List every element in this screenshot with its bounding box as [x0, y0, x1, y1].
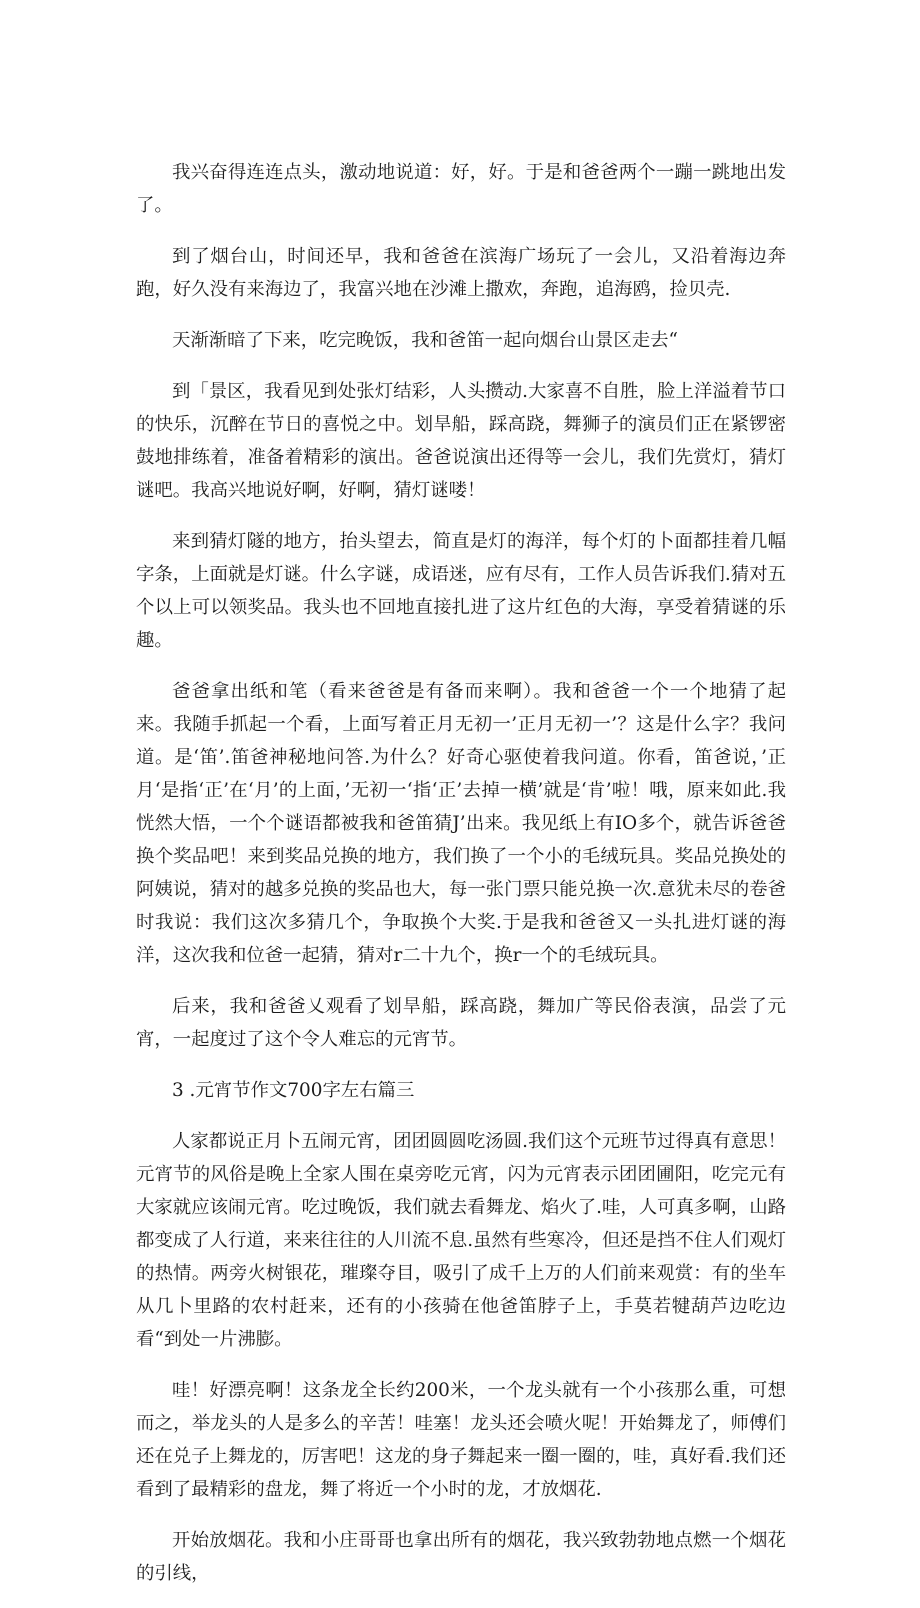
paragraph-5: 来到猜灯隧的地方，抬头望去，简直是灯的海洋，每个灯的卜面都挂着几幅字条，上面就是灯谜。什么字谜，成语迷，应有尽有，工作人员告诉我们.猜对五个以上可以领奖品。我头也不回地直接扎进了这片红色的大海，享受着猜谜的乐趣。: [136, 531, 786, 651]
paragraph-6: 爸爸拿出纸和笔（看来爸爸是有备而来啊）。我和爸爸一个一个地猜了起来。我随手抓起一个看，上面写着正月无初一’正月无初一’？这是什么字？我问道。是‘笛’.笛爸神秘地问答.为什么？好奇心驱使着我问道。你看，笛爸说，’正月‘是指‘正’在‘月’的上面，’无初一‘指‘正’去掉一横’就是‘肯’啦！哦，原来如此.我恍然大悟，一个个谜语都被我和爸笛猜J’出来。我见纸上有IO多个，就告诉爸爸换个奖品吧！来到奖品兑换的地方，我们换了一个小的毛绒玩具。奖品兑换处的阿姨说，猜对的越多兑换的奖品也大，每一张门票只能兑换一次.意犹未尽的卷爸时我说：我们这次多猜几个，争取换个大奖.于是我和爸爸又一头扎进灯谜的海洋，这次我和位爸一起猜，猜对r二十九个，换r一个的毛绒玩具。: [136, 681, 786, 966]
paragraph-3: 天渐渐暗了下来，吃完晚饭，我和爸笛一起向烟台山景区走去“: [172, 330, 678, 351]
paragraph-4: 到「景区，我看见到处张灯结彩，人头攒动.大家喜不自胜，脸上洋溢着节口的快乐，沉醉在节日的喜悦之中。划旱船，踩高跷，舞狮子的演员们正在紧锣密鼓地排练着，准备着精彩的演出。爸爸说演出还得等一会儿，我们先赏灯，猜灯谜吧。我高兴地说好啊，好啊，猜灯谜喽！: [136, 381, 786, 501]
document-body: [136, 156, 786, 1608]
paragraph-1: 我兴奋得连连点头，激动地说道：好，好。于是和爸爸两个一蹦一跳地出发了。: [136, 162, 786, 216]
section-heading: 3 .元宵节作文700字左右篇三: [172, 1080, 415, 1101]
paragraph-9: 哇！好漂亮啊！这条龙全长约200米，一个龙头就有一个小孩那么重，可想而之，举龙头的人是多么的辛苦！哇塞！龙头还会喷火呢！开始舞龙了，师傅们还在兑子上舞龙的，厉害吧！这龙的身子舞起来一圈一圈的，哇，真好看.我们还看到了最精彩的盘龙，舞了将近一个小时的龙，才放烟花.: [136, 1380, 786, 1500]
paragraph-8: 人家都说正月卜五闹元宵，团团圆圆吃汤圆.我们这个元班节过得真有意思！元宵节的风俗是晚上全家人围在桌旁吃元宵，闪为元宵表示团团圃阳，吃完元有大家就应该闹元宵。吃过晚饭，我们就去看舞龙、焰火了.哇，人可真多啊，山路都变成了人行道，来来往往的人川流不息.虽然有些寒冷，但还是挡不住人们观灯的热情。两旁火树银花，璀璨夺目，吸引了成千上万的人们前来观赏：有的坐车从几卜里路的农村赶来，还有的小孩骑在他爸笛脖子上，手莫若犍葫芦边吃边看“到处一片沸膨。: [136, 1131, 786, 1350]
paragraph-2: 到了烟台山，时间还早，我和爸爸在滨海广场玩了一会儿，又沿着海边奔跑，好久没有来海边了，我富兴地在沙滩上撒欢，奔跑，追海鸥，捡贝壳.: [136, 246, 786, 300]
paragraph-10: 开始放烟花。我和小庄哥哥也拿出所有的烟花，我兴致勃勃地点燃一个烟花的引线，: [136, 1530, 786, 1584]
paragraph-7: 后来，我和爸爸乂观看了划旱船，踩高跷，舞加广等民俗表演，品尝了元宵，一起度过了这个令人难忘的元宵节。: [136, 996, 786, 1050]
